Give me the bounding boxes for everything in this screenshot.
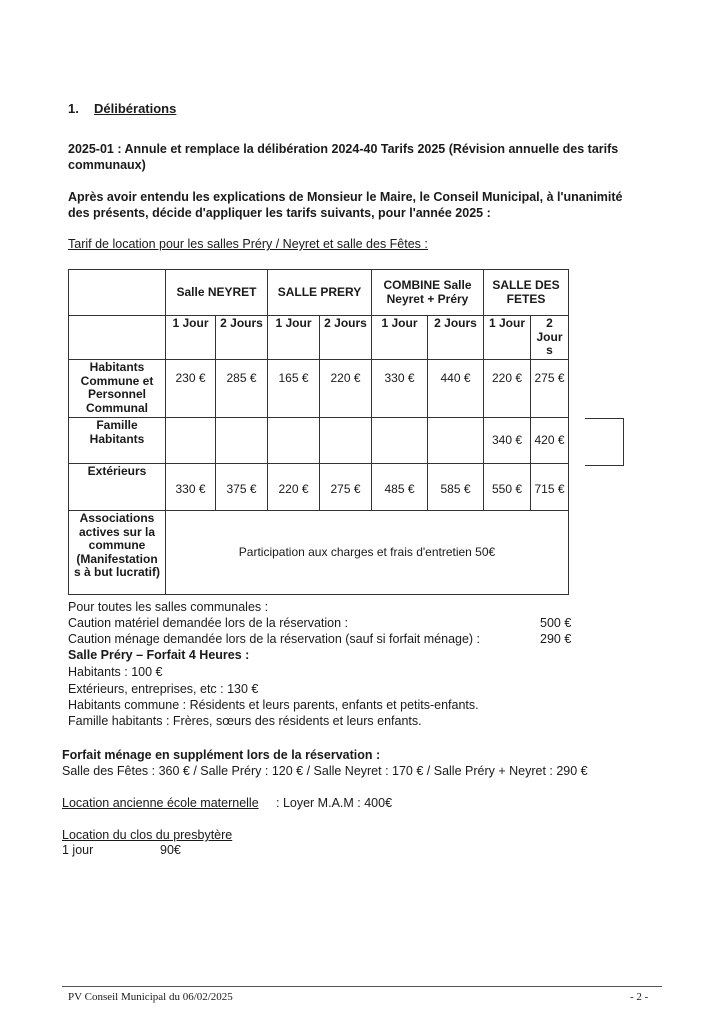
price-cell (268, 418, 320, 464)
associations-note: Participation aux charges et frais d'entretien 50€ (166, 511, 569, 595)
price-cell: 485 € (372, 464, 428, 511)
corner-cell (69, 270, 166, 316)
header-prery: SALLE PRERY (268, 270, 372, 316)
presbytery-label: Location du clos du presbytère (62, 828, 233, 842)
deposit-cleaning-label: Caution ménage demandée lors de la réservation (sauf si forfait ménage) : (68, 632, 481, 646)
price-cell: 220 € (268, 464, 320, 511)
price-cell (216, 418, 268, 464)
prery-residents: Habitants : 100 € (68, 665, 163, 679)
price-cell: 330 € (166, 464, 216, 511)
resolution-line-2: communaux) (68, 158, 146, 172)
price-cell (320, 418, 372, 464)
presbytery-price: 90€ (160, 843, 181, 857)
table-row (69, 464, 569, 511)
price-cell: 275 € (531, 360, 569, 418)
table-row (69, 511, 569, 595)
price-cell: 715 € (531, 464, 569, 511)
deposit-material-value: 500 € (540, 616, 572, 630)
deposit-cleaning-value: 290 € (540, 632, 572, 646)
subheader-cell: 2 Jour s (531, 316, 569, 360)
price-cell: 275 € (320, 464, 372, 511)
cleaning-heading: Forfait ménage en supplément lors de la réservation : (62, 748, 381, 762)
row-label: Habitants Commune et Personnel Communal (69, 360, 166, 418)
price-cell: 230 € (166, 360, 216, 418)
table-caption: Tarif de location pour les salles Préry / Neyret et salle des Fêtes : (68, 237, 428, 251)
intro-line-1: Après avoir entendu les explications de Monsieur le Maire, le Conseil Municipal, à l'unanimité (68, 190, 623, 204)
intro-line-2: des présents, décide d'appliquer les tarifs suivants, pour l'année 2025 : (68, 206, 491, 220)
definition-residents: Habitants commune : Résidents et leurs parents, enfants et petits-enfants. (68, 698, 479, 712)
price-cell: 220 € (484, 360, 531, 418)
definition-family: Famille habitants : Frères, sœurs des résidents et leurs enfants. (68, 714, 422, 728)
deposit-material-label: Caution matériel demandée lors de la réservation : (68, 616, 349, 630)
communal-heading: Pour toutes les salles communales : (68, 600, 269, 614)
header-combine: COMBINE Salle Neyret + Préry (372, 270, 484, 316)
school-rest: : Loyer M.A.M : 400€ (276, 796, 393, 810)
price-cell: 340 € (484, 418, 531, 464)
prery-package-heading: Salle Préry – Forfait 4 Heures : (68, 648, 250, 662)
price-cell: 585 € (428, 464, 484, 511)
price-cell: 285 € (216, 360, 268, 418)
cleaning-line: Salle des Fêtes : 360 € / Salle Préry : 120 € / Salle Neyret : 170 € / Salle Préry + Neyret : 290 € (62, 764, 588, 778)
price-cell: 165 € (268, 360, 320, 418)
subheader-row (69, 316, 569, 360)
price-cell (428, 418, 484, 464)
price-cell: 440 € (428, 360, 484, 418)
price-cell (166, 418, 216, 464)
school-label: Location ancienne école maternelle (62, 796, 259, 810)
footer-divider (62, 986, 662, 987)
price-cell: 375 € (216, 464, 268, 511)
price-cell: 550 € (484, 464, 531, 511)
row-label: Extérieurs (69, 464, 166, 511)
presbytery-duration: 1 jour (62, 843, 94, 857)
price-cell (372, 418, 428, 464)
footer-title: PV Conseil Municipal du 06/02/2025 (68, 991, 233, 1003)
subheader-cell: 2 Jours (428, 316, 484, 360)
tariff-table (68, 269, 569, 595)
section-number: 1. (68, 101, 79, 116)
prery-external: Extérieurs, entreprises, etc : 130 € (68, 682, 259, 696)
subheader-cell: 1 Jour (484, 316, 531, 360)
subheader-cell: 2 Jours (216, 316, 268, 360)
price-cell: 220 € (320, 360, 372, 418)
header-neyret: Salle NEYRET (166, 270, 268, 316)
subheader-corner (69, 316, 166, 360)
section-title: Délibérations (94, 101, 177, 116)
subheader-cell: 2 Jours (320, 316, 372, 360)
table-row (69, 360, 569, 418)
subheader-cell: 1 Jour (372, 316, 428, 360)
resolution-line-1: 2025-01 : Annule et remplace la délibération 2024-40 Tarifs 2025 (Révision annuelle des tarifs (68, 142, 619, 156)
page-number: - 2 - (630, 991, 649, 1003)
row-label: Famille Habitants (69, 418, 166, 464)
header-row (69, 270, 569, 316)
row-label: Associations actives sur la commune (Manifestation s à but lucratif) (69, 511, 166, 595)
price-cell: 420 € (531, 418, 569, 464)
table-extension-box (585, 418, 624, 466)
table-row (69, 418, 569, 464)
price-cell: 330 € (372, 360, 428, 418)
subheader-cell: 1 Jour (166, 316, 216, 360)
header-fetes: SALLE DES FETES (484, 270, 569, 316)
subheader-cell: 1 Jour (268, 316, 320, 360)
